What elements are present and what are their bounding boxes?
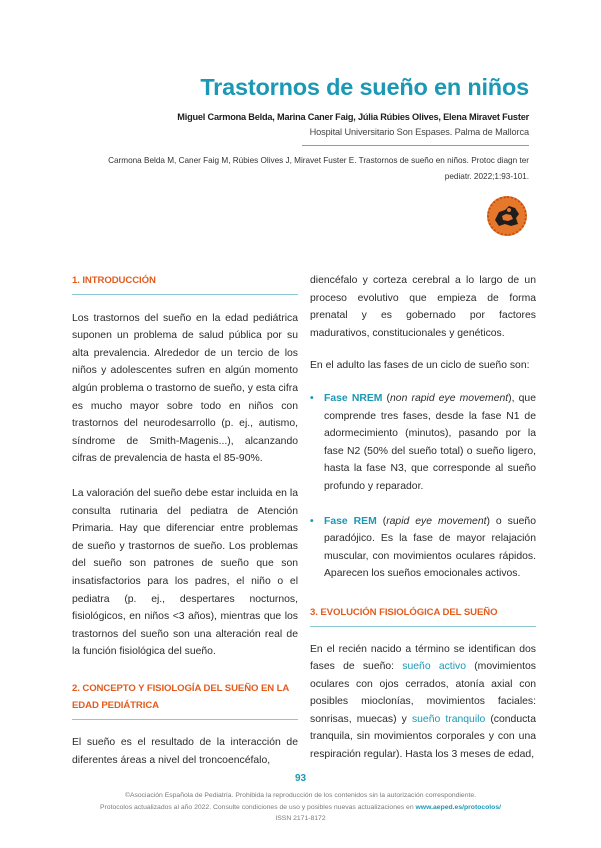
authors: Miguel Carmona Belda, Marina Caner Faig, Júlia Rúbies Olives, Elena Miravet Fuster xyxy=(177,112,529,122)
text: (movimientos oculares con ojos cerrados, atonía axial con posibles mioclonías, movimientos faciales: sonrisas, muecas) y xyxy=(310,661,536,725)
article-title: Trastornos de sueño en niños xyxy=(200,74,529,100)
text: ( xyxy=(376,515,387,527)
text: ) o sueño paradójico. Es la fase de mayor relajación muscular, con movimientos oculares rápidos. Aparecen los sueños emocionales activos. xyxy=(324,515,536,580)
text: (conducta tranquila, sin movimientos corporales y con una respiración regular). Hasta los 3 meses de edad, xyxy=(310,713,536,761)
citation-line-2: pediatr. 2022;1:93-101. xyxy=(444,171,529,181)
pediatrics-association-badge-icon xyxy=(487,196,527,236)
section-heading-concepto: 2. CONCEPTO Y FISIOLOGÍA DEL SUEÑO EN LA EDAD PEDIÁTRICA xyxy=(72,682,289,712)
paragraph-intro-1: Los trastornos del sueño en la edad pediátrica suponen un problema de salud pública por su alta prevalencia. Alrededor de un tercio de los niños y adolescentes sufren en algún momento algún problema o trastorno de sueño, y esta cifra es mucho mayor sobre todo en niños con trastornos del neurodesarrollo (p. ej., autismo, síndrome de Smith-Magenis...), alcanzando cifras de prevalencia de hasta el 85-90%. xyxy=(72,312,298,465)
term-fase-rem: Fase REM xyxy=(324,515,377,527)
paragraph-fases-intro: En el adulto las fases de un ciclo de sueño son: xyxy=(310,360,530,372)
paragraph-concepto-1: El sueño es el resultado de la interacción de diferentes áreas a nivel del troncoencéfalo, xyxy=(72,737,298,766)
footer-update-note xyxy=(0,802,601,814)
text: ( xyxy=(382,392,391,404)
term-sueno-activo: sueño activo xyxy=(402,661,466,673)
term-fase-nrem: Fase NREM xyxy=(324,392,383,404)
citation xyxy=(98,153,529,184)
text: En el recién nacido a término se identifican dos fases de sueño: xyxy=(310,643,536,673)
page-number: 93 xyxy=(294,773,307,784)
paragraph-intro-2: La valoración del sueño debe estar incluida en la consulta rutinaria del pediatra de Atención Primaria. Hay que diferenciar entre problemas de sueño y trastornos de sueño. Los problemas del sueño son patrones de sueño que son insatisfactorios para los padres, el niño o el pediatra (p. ej., despertares nocturnos, fisiológicos, en niños <3 años), mientras que los trastornos del sueño son una alteración real de la función fisiológica del sueño. xyxy=(72,487,298,658)
left-column xyxy=(72,272,298,769)
text: ), que comprende tres fases, desde la fase N1 de adormecimiento (minutos), pasando por la fase N2 (50% del sueño total) o sueño ligero, hasta la fase N3, que corresponde al sueño profundo y reparador. xyxy=(324,392,536,492)
list-item-nrem xyxy=(310,390,536,496)
term-italic: non rapid eye movement xyxy=(390,392,509,404)
list-item-rem xyxy=(310,513,536,583)
paragraph-concepto-2: diencéfalo y corteza cerebral a lo largo de un proceso evolutivo que empieza de forma prenatal y es gobernado por factores madurativos, constitucionales y genéticos. xyxy=(310,275,536,339)
term-sueno-tranquilo: sueño tranquilo xyxy=(411,713,486,725)
footer-copyright: ©Asociación Española de Pediatría. Prohibida la reproducción de los contenidos sin la autorización correspondiente. xyxy=(124,792,477,799)
paragraph-evolucion-1 xyxy=(310,641,536,764)
affiliation: Hospital Universitario Son Espases. Palma de Mallorca xyxy=(309,127,529,137)
right-column xyxy=(310,272,536,764)
header-divider xyxy=(302,145,529,146)
sleep-phases-list xyxy=(310,390,536,583)
citation-line-1: Carmona Belda M, Caner Faig M, Rúbies Olives J, Miravet Fuster E. Trastornos de sueño en niños. Protoc diagn ter xyxy=(108,156,529,165)
section-heading-evolucion: 3. EVOLUCIÓN FISIOLÓGICA DEL SUEÑO xyxy=(310,606,498,618)
section-heading-introduccion: 1. INTRODUCCIÓN xyxy=(72,275,156,286)
footer xyxy=(0,790,601,825)
term-italic: rapid eye movement xyxy=(386,515,487,527)
footer-issn: ISSN 2171-8172 xyxy=(275,815,326,822)
text: Protocolos actualizados al año 2022. Consulte condiciones de uso y posibles nuevas actualizaciones en xyxy=(100,803,416,811)
protocols-link[interactable]: www.aeped.es/protocolos/ xyxy=(415,803,501,811)
